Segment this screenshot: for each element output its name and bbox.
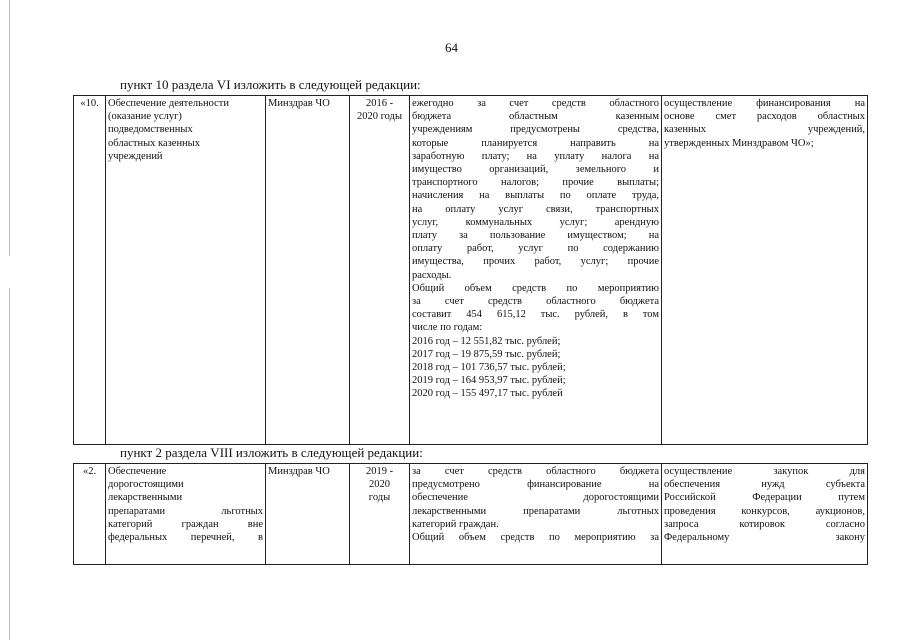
year-amount: 2016 год – 12 551,82 тыс. рублей; (412, 335, 561, 347)
period: 2016 - 2020 годы (350, 96, 410, 445)
scan-margin-line (9, 0, 10, 640)
section-heading-2: пункт 2 раздела VIII изложить в следующей редакции: (120, 445, 423, 460)
table-row (74, 464, 868, 565)
executor: Минздрав ЧО (266, 96, 350, 445)
funding-description: ежегодно за счет средств областного бюджета областным казенным учреждениям предусмотрены средства, которые планируется направить на заработную плату; на уплату налога на имущество организаций, земельного и транспортного налогов; прочие выплаты; начисления на выплаты по оплате труда, на оплату услуг связи, транспортных услуг, коммунальных услуг; арендную плату за пользование имуществом; на оплату работ, услуг по содержанию имущества, прочих работ, услуг; прочие расходы. Общий объем средств по мероприятию за счет средств областного бюджета составит 454 615,12 тыс. рублей, в том числе по годам: 2016 год – 12 551,82 тыс. рублей; 2017 год – 19 875,59 тыс. рублей; 2018 год – 101 736,57 тыс. рублей; 2019 год – 164 953,97 тыс. рублей; 2020 год – 155 497,17 тыс. рублей (410, 96, 662, 445)
year-amount: 2020 год – 155 497,17 тыс. рублей (412, 388, 563, 400)
measure-name: Обеспечение деятельности (оказание услуг) подведомственных областных казенных учреждений (106, 96, 266, 445)
funding-description: за счет средств областного бюджета предусмотрено финансирование на обеспечение дорогостоящими лекарственными препаратами льготных категорий граждан. Общий объем средств по мероприятию за (410, 464, 662, 565)
program-table-1 (73, 95, 868, 445)
row-number: «2. (74, 464, 106, 565)
section-heading-1: пункт 10 раздела VI изложить в следующей редакции: (120, 77, 421, 92)
expected-result: осуществление финансирования на основе смет расходов областных казенных учреждений, утвержденных Минздравом ЧО»; (662, 96, 868, 445)
year-amount: 2017 год – 19 875,59 тыс. рублей; (412, 348, 561, 360)
expected-result: осуществление закупок для обеспечения нужд субъекта Российской Федерации путем проведения конкурсов, аукционов, запроса котировок согласно Федеральному закону (662, 464, 868, 565)
page-number: 64 (445, 40, 458, 55)
program-table-2 (73, 463, 868, 565)
table-row (74, 96, 868, 445)
executor: Минздрав ЧО (266, 464, 350, 565)
measure-name: Обеспечение дорогостоящими лекарственными препаратами льготных категорий граждан вне федеральных перечней, в (106, 464, 266, 565)
year-amount: 2019 год – 164 953,97 тыс. рублей; (412, 375, 566, 387)
row-number: «10. (74, 96, 106, 445)
period: 2019 - 2020 годы (350, 464, 410, 565)
year-amount: 2018 год – 101 736,57 тыс. рублей; (412, 362, 566, 374)
